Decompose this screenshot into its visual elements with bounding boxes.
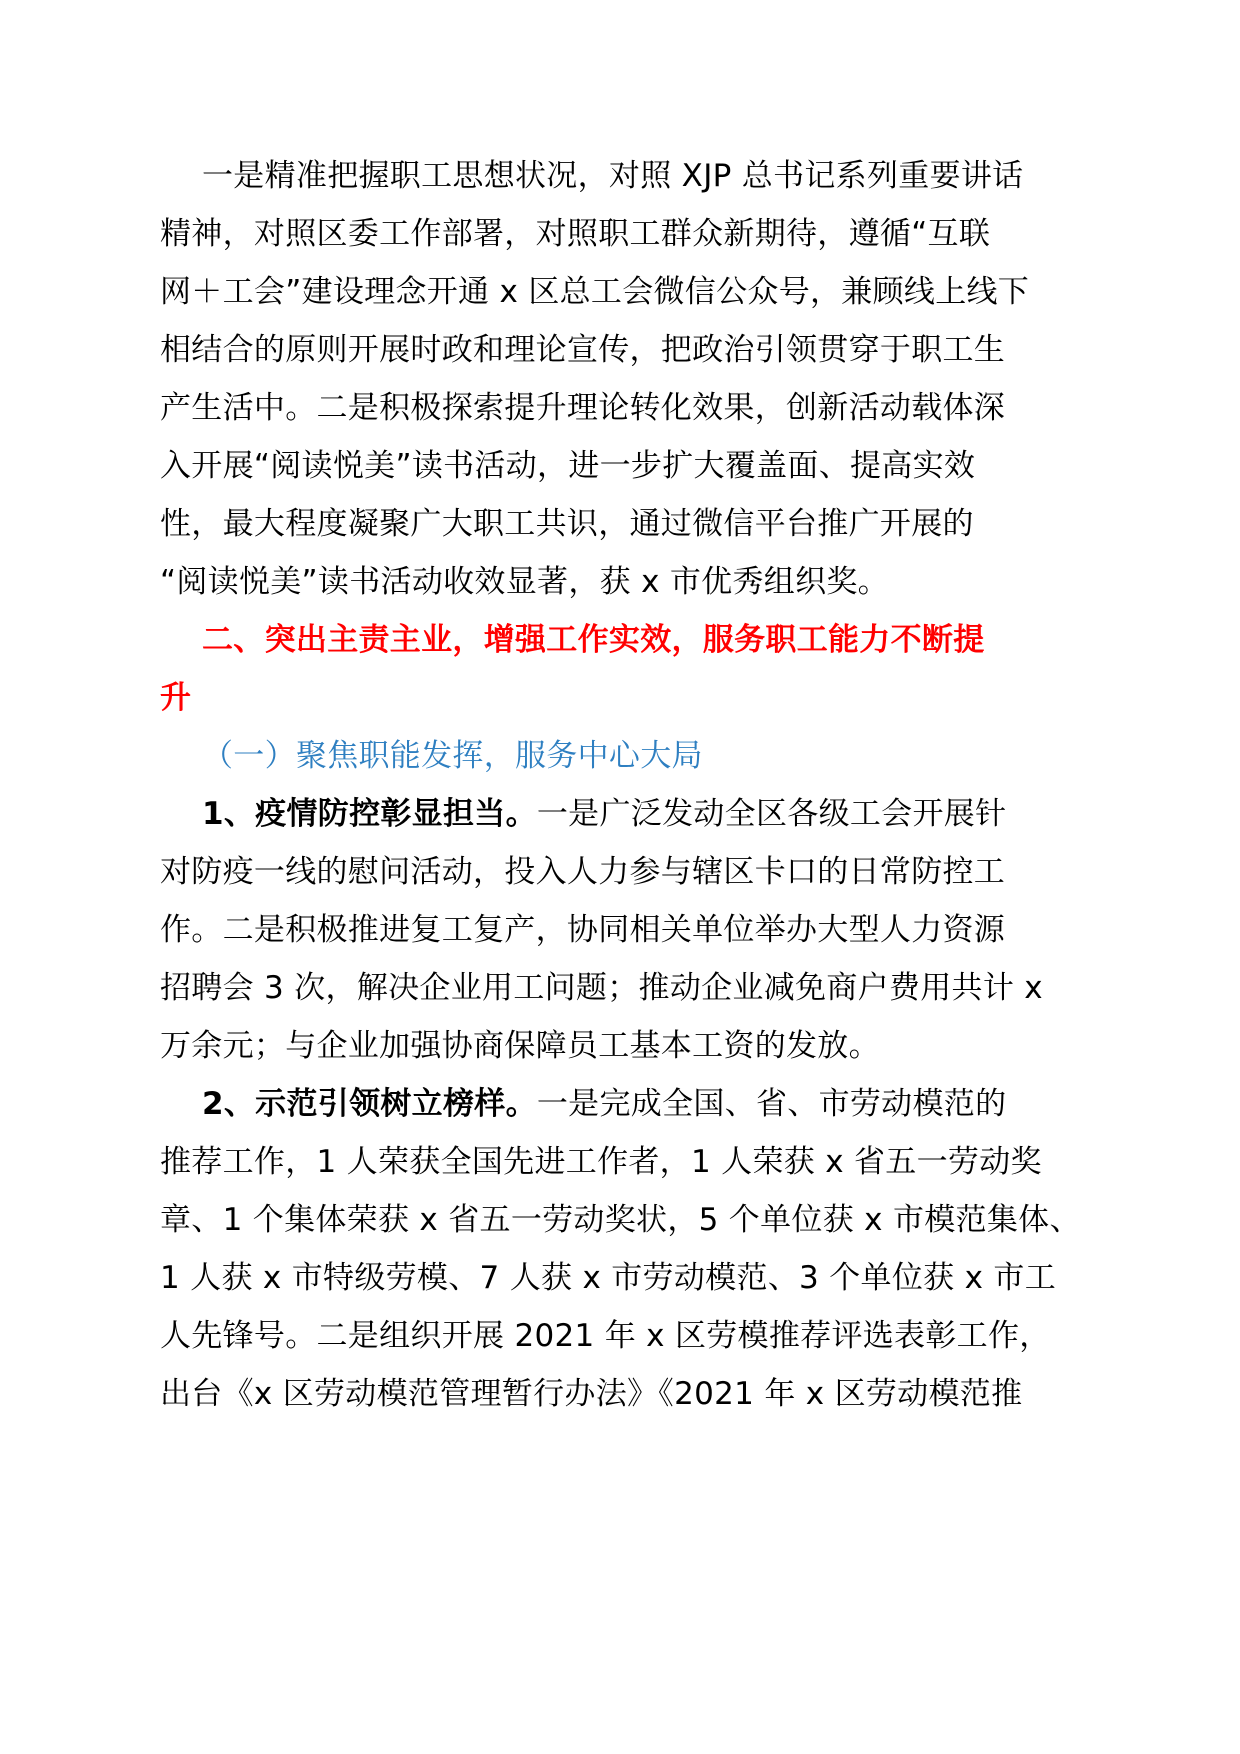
paragraph-line: 入开展“阅读悦美”读书活动，进一步扩大覆盖面、提高实效: [160, 448, 976, 484]
paragraph-line: 产生活中。二是积极探索提升理论转化效果，创新活动载体深: [160, 390, 1006, 426]
paragraph-line: 1 人获 x 市特级劳模、7 人获 x 市劳动模范、3 个单位获 x 市工: [160, 1260, 1056, 1296]
item-text: 一是广泛发动全区各级工会开展针: [536, 796, 1007, 832]
paragraph-line: 对防疫一线的慰问活动，投入人力参与辖区卡口的日常防控工: [160, 854, 1006, 890]
paragraph-line: 一是精准把握职工思想状况，对照 XJP 总书记系列重要讲话: [202, 158, 1024, 194]
paragraph-line: 相结合的原则开展时政和理论宣传，把政治引领贯穿于职工生: [160, 332, 1006, 368]
paragraph-line: 招聘会 3 次，解决企业用工问题；推动企业减免商户费用共计 x: [160, 970, 1043, 1006]
item-title: 2、示范引领树立榜样。: [202, 1086, 537, 1122]
paragraph-line: 出台《x 区劳动模范管理暂行办法》《2021 年 x 区劳动模范推: [160, 1376, 1023, 1412]
item-first-line: [202, 782, 1006, 846]
paragraph-line: 精神，对照区委工作部署，对照职工群众新期待，遵循“互联: [160, 216, 991, 252]
paragraph-line: 推荐工作，1 人荣获全国先进工作者，1 人荣获 x 省五一劳动奖: [160, 1144, 1042, 1180]
paragraph-line: 性，最大程度凝聚广大职工共识，通过微信平台推广开展的: [160, 506, 974, 542]
paragraph-line: 章、1 个集体荣获 x 省五一劳动奖状，5 个单位获 x 市模范集体、: [160, 1202, 1081, 1238]
paragraph-line: 万余元；与企业加强协商保障员工基本工资的发放。: [160, 1028, 880, 1064]
item-title: 1、疫情防控彰显担当。: [202, 796, 537, 832]
section-heading: 升: [160, 680, 192, 716]
section-heading: 二、突出主责主业，增强工作实效，服务职工能力不断提: [202, 622, 985, 658]
paragraph-line: 作。二是积极推进复工复产，协同相关单位举办大型人力资源: [160, 912, 1006, 948]
paragraph-line: “阅读悦美”读书活动收效显著，获 x 市优秀组织奖。: [160, 564, 889, 600]
paragraph-line: 人先锋号。二是组织开展 2021 年 x 区劳模推荐评选表彰工作，: [160, 1318, 1051, 1354]
paragraph-line: 网＋工会”建设理念开通 x 区总工会微信公众号，兼顾线上线下: [160, 274, 1030, 310]
item-text: 一是完成全国、省、市劳动模范的: [536, 1086, 1007, 1122]
item-first-line: [202, 1072, 1006, 1136]
subsection-heading: （一）聚焦职能发挥，服务中心大局: [202, 738, 703, 774]
